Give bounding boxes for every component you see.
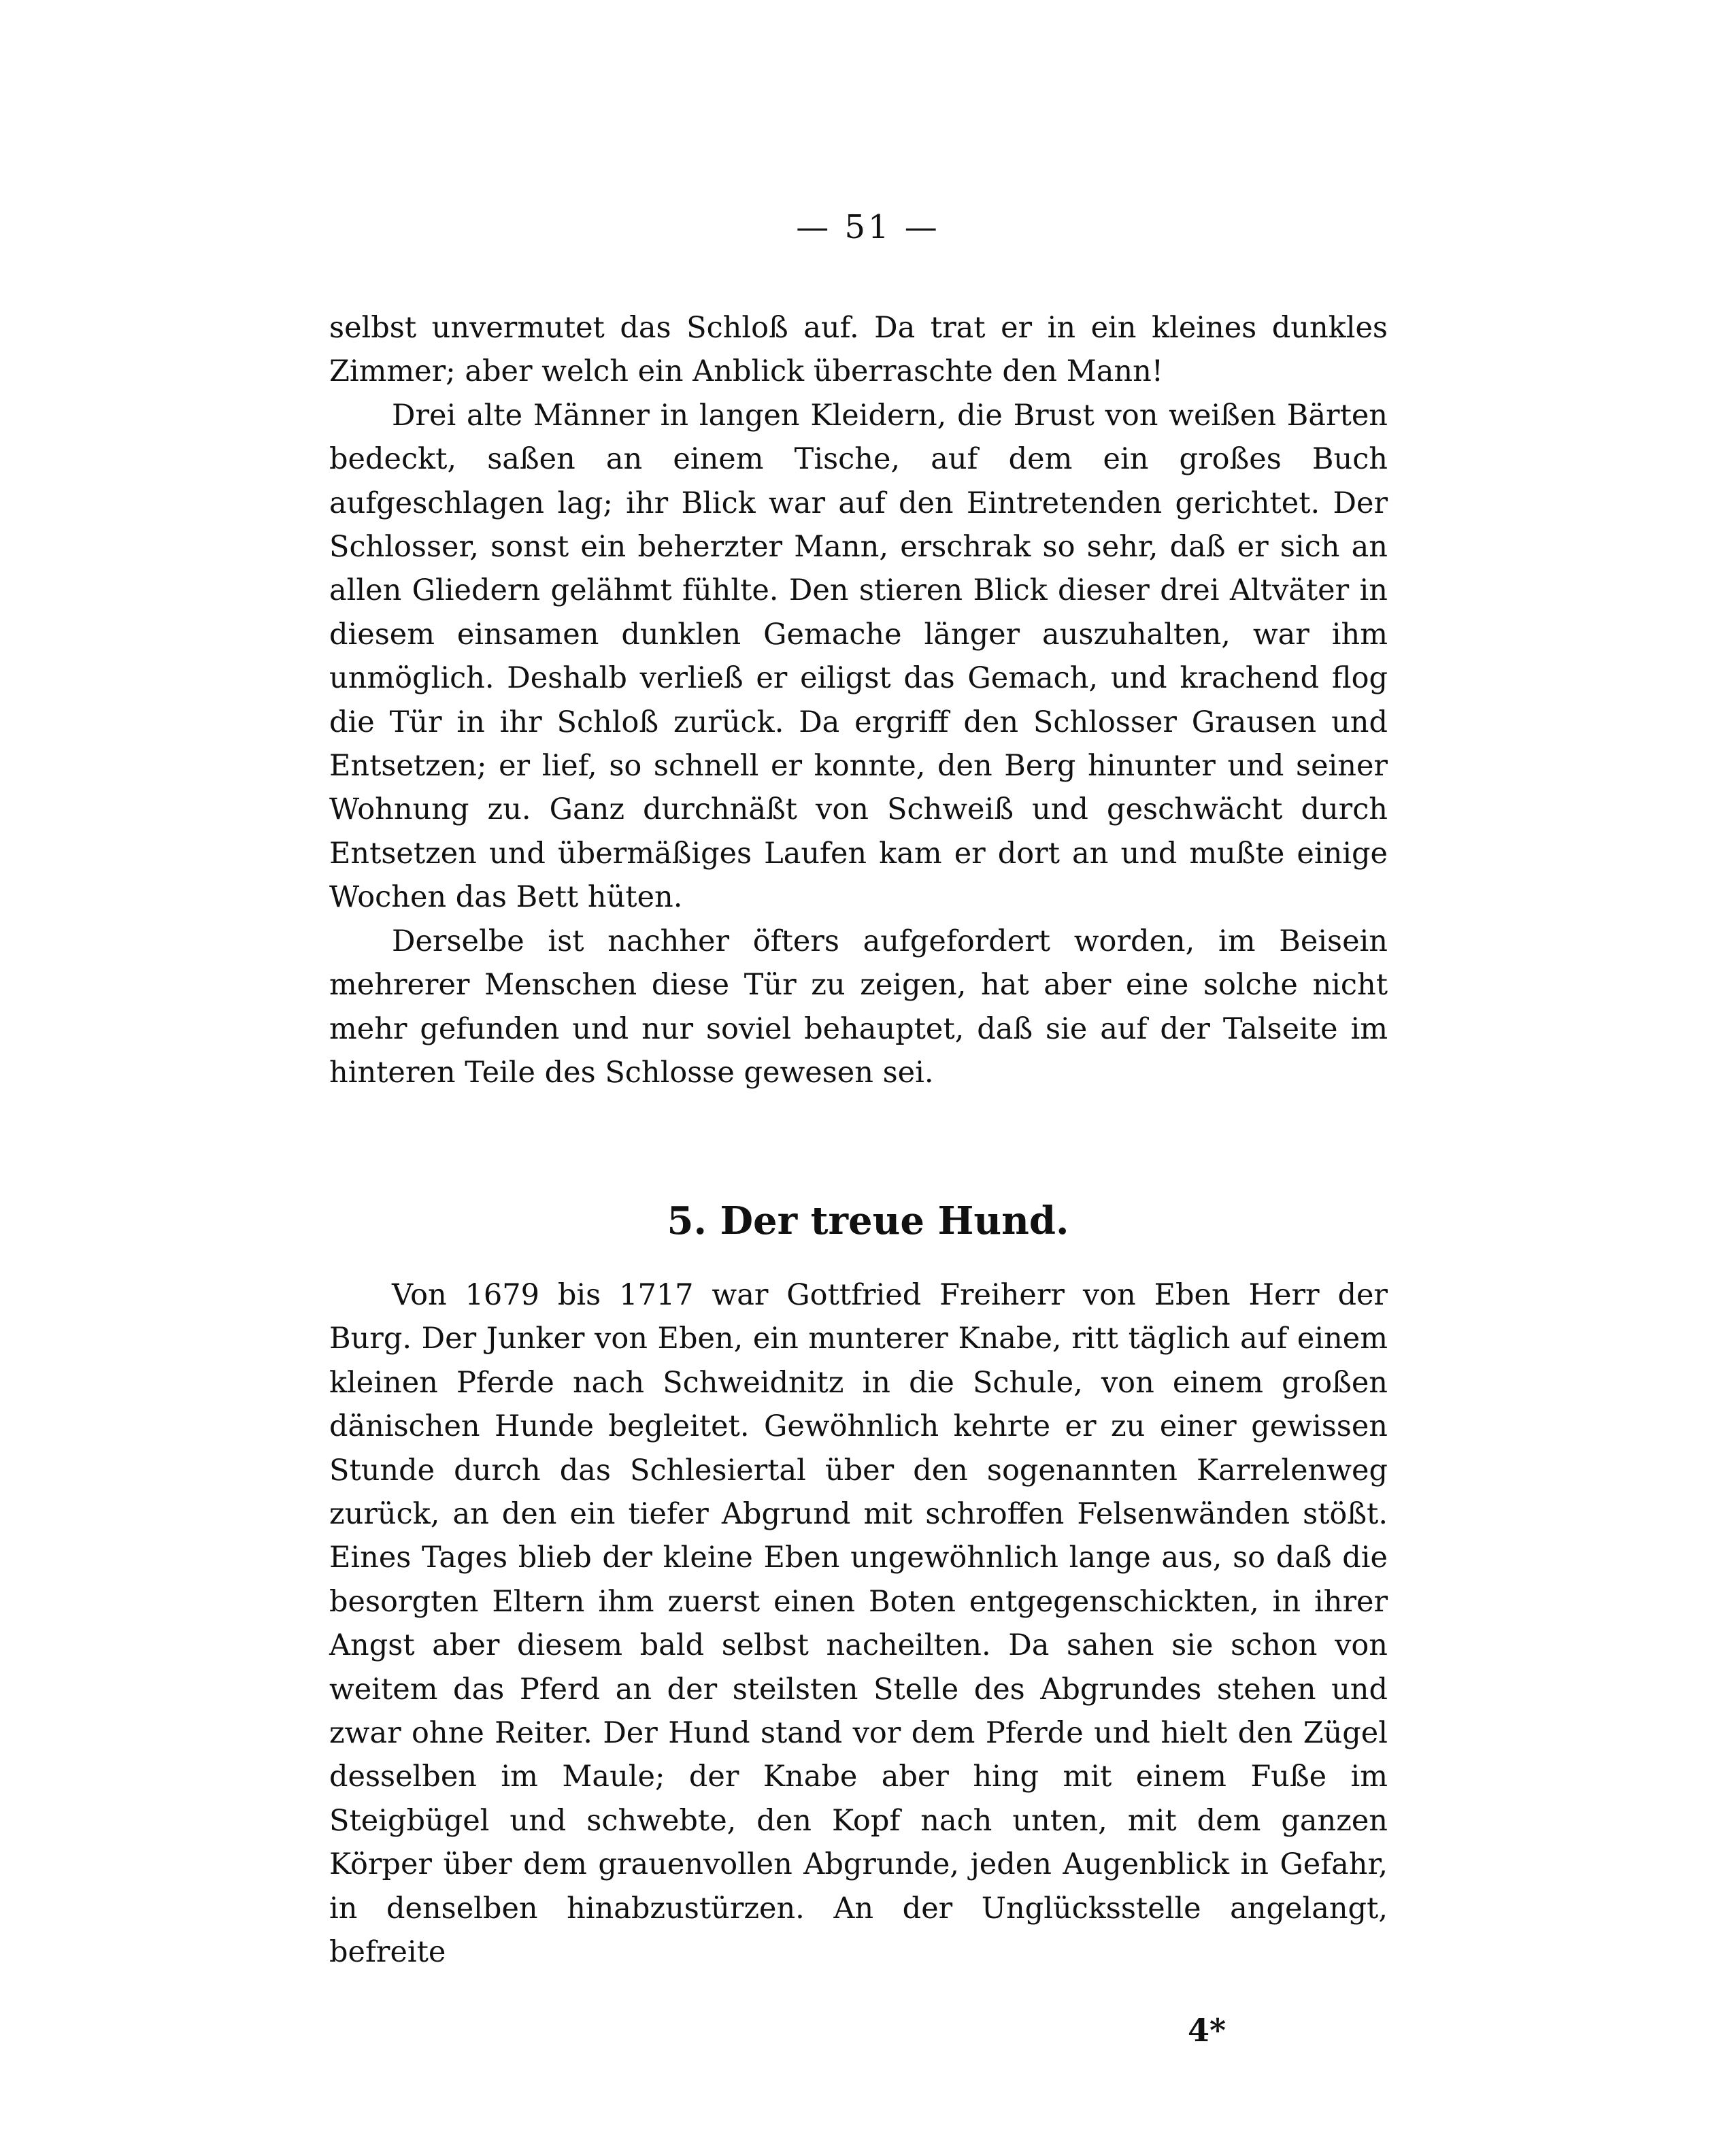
paragraph: selbst unvermutet das Schloß auf. Da trat er in ein kleines dunkles Zimmer; aber welch ein Anblick überraschte den Mann! [329, 311, 1388, 389]
paragraph: Von 1679 bis 1717 war Gottfried Freiherr von Eben Herr der Burg. Der Junker von Eben, ein munterer Knabe, ritt täglich auf einem kleinen Pferde nach Schweidnitz in die Schule, von einem großen dänischen Hunde begleitet. Gewöhnlich kehrte er zu einer gewissen Stunde durch das Schlesiertal über den sogenannten Karrelenweg zurück, an den ein tiefer Abgrund mit schroffen Felsenwänden stößt. Eines Tages blieb der kleine Eben ungewöhnlich lange aus, so daß die besorgten Eltern ihm zuerst einen Boten entgegenschickten, in ihrer Angst aber diesem bald selbst nacheilten. Da sahen sie schon von weitem das Pferd an der steilsten Stelle des Abgrundes stehen und zwar ohne Reiter. Der Hund stand vor dem Pferde und hielt den Zügel desselben im Maule; der Knabe aber hing mit einem Fuße im Steigbügel und schwebte, den Kopf nach unten, mit dem ganzen Körper über dem grauenvollen Abgrunde, jeden Augenblick in Gefahr, in denselben hinabzustürzen. An der Unglücksstelle angelangt, befreite [329, 1278, 1388, 1970]
paragraph: Drei alte Männer in langen Kleidern, die Brust von weißen Bärten bedeckt, saßen an einem Tische, auf dem ein großes Buch aufgeschlagen lag; ihr Blick war auf den Eintretenden gerichtet. Der Schlosser, sonst ein beherzter Mann, erschrak so sehr, daß er sich an allen Gliedern gelähmt fühlte. Den stieren Blick dieser drei Altväter in diesem einsamen dunklen Gemache länger auszuhalten, war ihm unmöglich. Deshalb verließ er eiligst das Gemach, und krachend flog die Tür in ihr Schloß zurück. Da ergriff den Schlosser Grausen und Entsetzen; er lief, so schnell er konnte, den Berg hinunter und seiner Wohnung zu. Ganz durchnäßt von Schweiß und geschwächt durch Entsetzen und übermäßiges Laufen kam er dort an und mußte einige Wochen das Bett hüten. [329, 398, 1388, 915]
text-block-bottom [329, 1273, 1388, 1975]
page-number: — 51 — [796, 208, 940, 246]
paragraph: Derselbe ist nachher öfters aufgefordert worden, im Beisein mehrerer Menschen diese Tür zu zeigen, hat aber eine solche nicht mehr gefunden und nur soviel behauptet, daß sie auf der Talseite im hinteren Teile des Schlosse gewesen sei. [329, 924, 1388, 1090]
text-block-top [329, 306, 1388, 1094]
section-heading: 5. Der treue Hund. [667, 1198, 1069, 1243]
signature-mark: 4* [1188, 2012, 1226, 2049]
